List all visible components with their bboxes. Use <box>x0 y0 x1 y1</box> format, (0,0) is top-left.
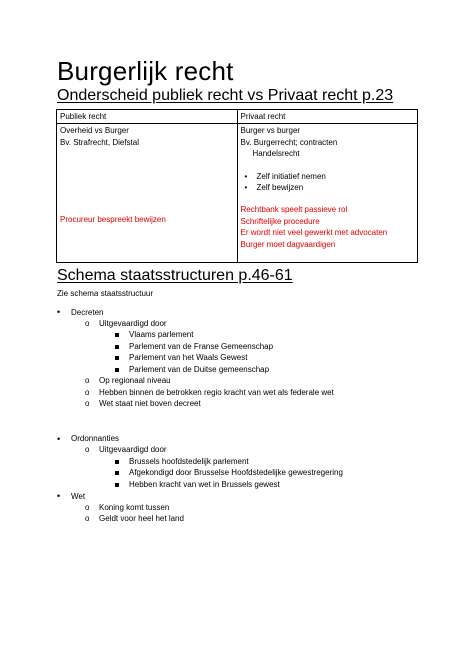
square-bullet-icon <box>115 353 129 362</box>
cell-line: Bv. Strafrecht, Diefstal <box>60 137 139 147</box>
circle-bullet-icon: o <box>85 376 90 385</box>
document-title: Burgerlijk recht <box>57 56 234 86</box>
list-item: Afgekondigd door Brusselse Hoofdstedelijke gewestregering <box>115 468 343 477</box>
list-item: o Hebben binnen de betrokken regio kracht van wet als federale wet <box>85 387 334 397</box>
circle-bullet-icon: o <box>85 514 90 523</box>
list-item: o Uitgevaardigd door <box>85 318 167 328</box>
cell-bullet: • Zelf bewijzen <box>244 183 304 193</box>
circle-bullet-icon: o <box>85 318 90 328</box>
cell-red-line: Schriftelijke procedure <box>240 216 320 226</box>
circle-bullet-icon: o <box>85 387 90 397</box>
comparison-table <box>56 109 418 263</box>
list-item: • Ordonnanties <box>57 433 120 444</box>
table-header-publiek: Publiek recht <box>57 110 238 124</box>
section-heading-staatsstructuren: Schema staatsstructuren p.46-61 <box>57 267 293 284</box>
list-item: • Wet <box>57 491 86 501</box>
list-item: Hebben kracht van wet in Brussels gewest <box>115 480 280 489</box>
list-item: Brussels hoofdstedelijk parlement <box>115 457 249 466</box>
cell-line: Overheid vs Burger <box>60 126 129 136</box>
list-item: Parlement van het Waals Gewest <box>115 353 247 362</box>
circle-bullet-icon: o <box>85 399 90 408</box>
square-bullet-icon <box>115 342 129 351</box>
list-item: Vlaams parlement <box>115 330 193 339</box>
table-header-privaat: Privaat recht <box>237 110 418 124</box>
circle-bullet-icon: o <box>85 445 90 454</box>
section-heading-publiek-privaat: Onderscheid publiek recht vs Privaat recht p.23 <box>57 87 394 104</box>
square-bullet-icon <box>115 480 129 489</box>
section-intro: Zie schema staatsstructuur <box>57 289 154 298</box>
list-item: o Uitgevaardigd door <box>85 445 167 454</box>
list-item: • Decreten <box>57 307 104 317</box>
bullet-icon: • <box>57 491 61 501</box>
cell-red-line: Er wordt niet veel gewerkt met advocaten <box>240 228 388 238</box>
bullet-icon: • <box>244 171 248 181</box>
bullet-icon: • <box>57 307 61 317</box>
list-item: o Geldt voor heel het land <box>85 514 184 523</box>
list-item: o Koning komt tussen <box>85 502 170 512</box>
square-bullet-icon <box>115 457 129 466</box>
cell-red-line: Rechtbank speelt passieve rol <box>240 205 348 215</box>
square-bullet-icon <box>115 330 129 339</box>
list-item: o Wet staat niet boven decreet <box>85 399 201 408</box>
cell-red-line: Burger moet dagvaardigen <box>240 239 336 249</box>
cell-red-line: Procureur bespreekt bewijzen <box>60 215 166 225</box>
table-cell-publiek <box>57 124 238 263</box>
table-cell-privaat <box>237 124 418 263</box>
bullet-icon: • <box>57 433 61 444</box>
cell-line: Burger vs burger <box>240 126 301 136</box>
cell-line: Handelsrecht <box>252 149 300 159</box>
cell-line: Bv. Burgerrecht; contracten <box>240 137 338 147</box>
bullet-icon: • <box>244 183 248 193</box>
list-item: Parlement van de Duitse gemeenschap <box>115 365 269 374</box>
square-bullet-icon <box>115 365 129 374</box>
cell-bullet: • Zelf initiatief nemen <box>244 171 326 181</box>
list-item: o Op regionaal niveau <box>85 376 171 385</box>
list-item: Parlement van de Franse Gemeenschap <box>115 342 273 351</box>
square-bullet-icon <box>115 468 129 477</box>
circle-bullet-icon: o <box>85 502 90 512</box>
